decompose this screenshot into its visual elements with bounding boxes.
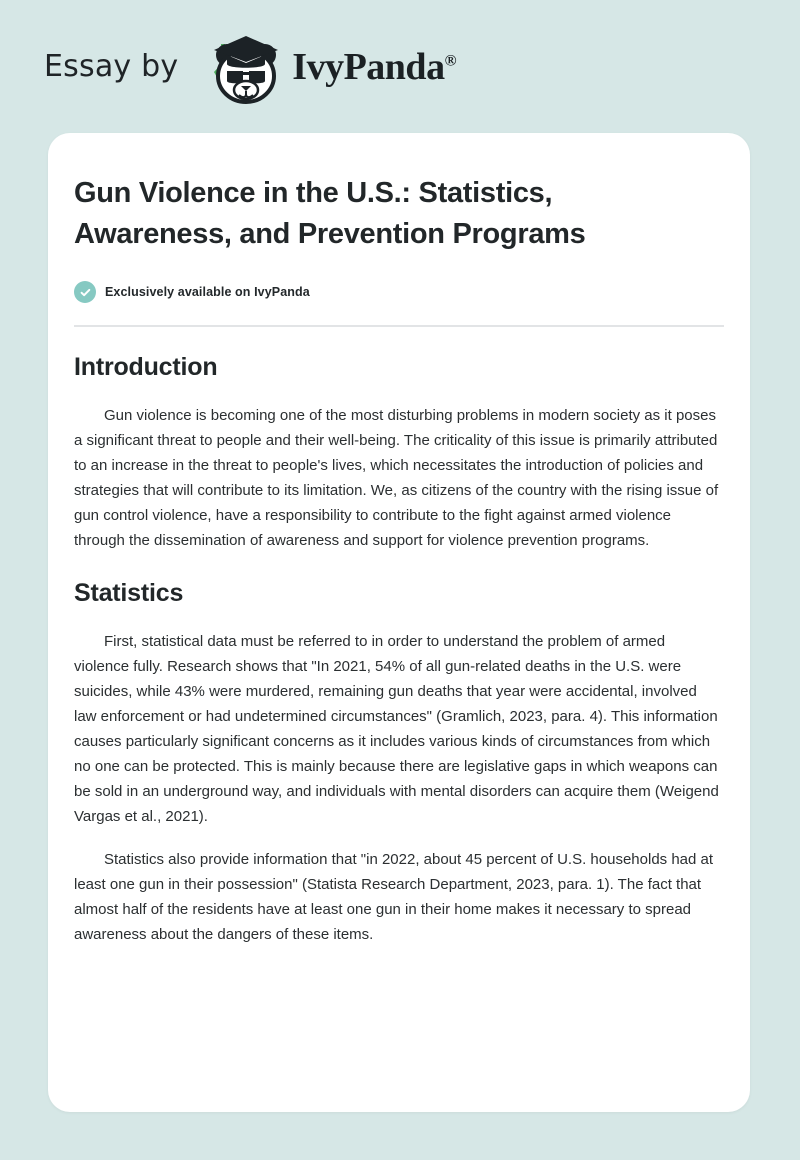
paragraph: First, statistical data must be referred to in order to understand the problem of armed violence fully. Research shows that "In 2021, 54% of all gun-related deaths in the U.S. were suicides, while 43% were murdered, remaining gun deaths that year were accidental, involved law enforcement or had undetermined circumstances" (Gramlich, 2023, para. 4). This information causes particularly significant concerns as it includes various kinds of circumstances from which no one can be protected. This is mainly because there are legislative gaps in which weapons can be sold in an underground way, and individuals with mental disorders can acquire them (Weigend Vargas et al., 2021).	[74, 633, 719, 826]
registered-trademark-icon: ®	[444, 51, 457, 69]
check-circle-icon	[74, 281, 96, 303]
essay-content	[74, 173, 723, 947]
status-badge-label: Exclusively available on IvyPanda	[105, 285, 310, 300]
brand-header	[0, 0, 800, 133]
panda-graduate-logo-icon	[194, 28, 298, 106]
section-heading-statistics: Statistics	[74, 579, 184, 608]
header-divider	[74, 325, 724, 327]
ivypanda-wordmark	[292, 45, 457, 88]
paragraph: Statistics also provide information that "in 2022, about 45 percent of U.S. households had at least one gun in their possession" (Statista Research Department, 2023, para. 1). The fact that almost half of the residents have at least one gun in their home makes it necessary to spread awareness about the dangers of these items.	[74, 851, 714, 944]
essay-paper-card	[48, 133, 750, 1112]
ivypanda-wordmark-text: IvyPanda	[292, 45, 445, 88]
ivypanda-logo[interactable]	[194, 28, 456, 106]
page-title: Gun Violence in the U.S.: Statistics, Awareness, and Prevention Programs	[74, 177, 586, 251]
essay-by-label: Essay by	[44, 48, 179, 84]
paragraph: Gun violence is becoming one of the most disturbing problems in modern society as it poses a significant threat to people and their well-being. The criticality of this issue is primarily attributed to an increase in the threat to people's lives, which necessitates the introduction of policies and strategies that will contribute to its limitation. We, as citizens of the country with the rising issue of gun control violence, have a responsibility to contribute to the fight against armed violence through the dissemination of awareness and support for violence prevention programs.	[74, 407, 719, 550]
section-heading-introduction: Introduction	[74, 353, 218, 382]
status-badge	[74, 281, 723, 303]
